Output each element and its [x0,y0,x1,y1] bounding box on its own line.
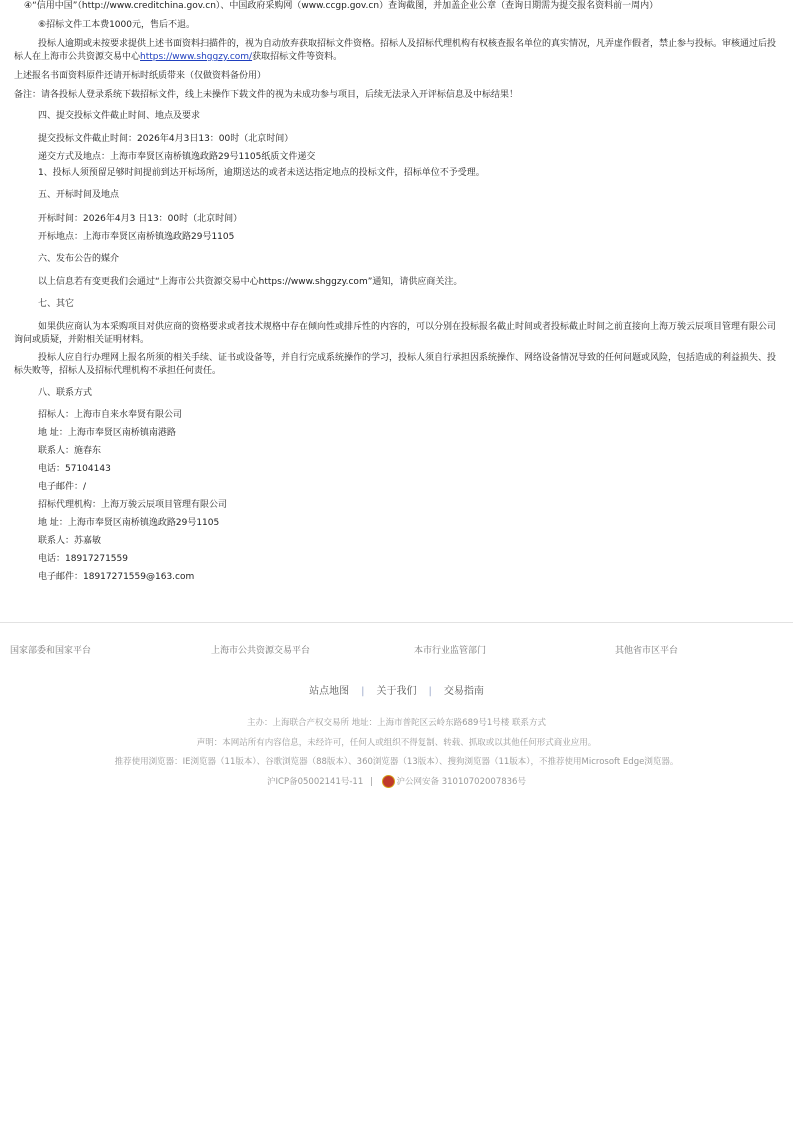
nav-separator: | [428,686,432,697]
police-badge-icon [382,775,395,788]
police-record[interactable]: 沪公网安备 31010702007836号 [396,777,526,787]
opening-place-text: 开标地点：上海市奉贤区南桥镇逸政路29号1105 [38,232,235,242]
requirement-item-4: ④“信用中国”（http://www.creditchina.gov.cn）、中国政府采购网（www.ccgp.gov.cn）查询截图，并加盖企业公章（查询日期需为提交报名资料前一周内） [24,1,659,11]
contact-line: 联系人：苏嘉敏 [38,536,102,546]
original-docs-note: 上述报名书面资料原件还请开标时纸质带来（仅做资料备份用） [14,71,267,81]
footer-nav [0,682,793,697]
late-submission-text: 投标人逾期或未按要求提供上述书面资料扫描件的，视为自动放弃获取招标文件资格。招标人及招标代理机构有权核查报名单位的真实情况，凡弄虚作假者，禁止参与投标。审核通过后投标人在上海市公共资源交易中心 [14,39,777,62]
nav-separator: | [361,686,365,697]
media-notice-text: 以上信息若有变更我们会通过“上海市公共资源交易中心https://www.shggzy.com”通知，请供应商关注。 [38,277,463,287]
contact-line: 招标代理机构：上海万骏云辰项目管理有限公司 [38,500,228,510]
contact-line: 电话：57104143 [38,464,111,474]
contact-line: 地 址：上海市奉贤区南桥镇逸政路29号1105 [38,518,220,528]
late-submission-note [0,38,793,64]
contact-line: 电话：18917271559 [38,554,128,564]
trading-guide-link[interactable]: 交易指南 [443,686,484,697]
remark-note: 备注：请各投标人登录系统下载招标文件，线上未操作下载文件的视为未成功参与项目，后续无法录入开评标信息及中标结果！ [14,90,519,100]
contact-line: 电子邮件：/ [38,482,87,492]
footer-link-national[interactable]: 国家部委和国家平台 [10,646,92,656]
site-footer [0,622,793,656]
footer-platform-links [0,623,793,656]
footer-link-other-provinces[interactable]: 其他省市区平台 [615,646,679,656]
contact-line: 地 址：上海市奉贤区南桥镇南港路 [38,428,176,438]
opening-time-text: 开标时间：2026年4月3 日13：00时（北京时间） [38,214,243,224]
section-7-title: 七、其它 [38,299,75,309]
deadline-text: 提交投标文件截止时间：2026年4月3日13：00时（北京时间） [38,134,294,144]
shggzy-link[interactable]: https://www.shggzy.com/ [140,52,253,62]
late-submission-tail: 获取招标文件等资料。 [252,52,343,62]
contact-line: 招标人：上海市自来水奉贤有限公司 [38,410,183,420]
delivery-requirement-text: 1、投标人须预留足够时间提前到达开标场所，逾期送达的或者未送达指定地点的投标文件，招标单位不予受理。 [38,168,485,178]
contact-line: 电子邮件：18917271559@163.com [38,572,195,582]
section-8-title: 八、联系方式 [38,388,93,398]
section-4-title: 四、提交投标文件截止时间、地点及要求 [38,111,201,121]
section-6-title: 六、发布公告的媒介 [38,254,120,264]
icp-separator: | [369,777,373,787]
browser-recommendation: 推荐使用浏览器：IE浏览器（11版本）、谷歌浏览器（88版本）、360浏览器（13版本）、搜狗浏览器（11版本），不推荐使用Microsoft Edge浏览器。 [114,757,679,767]
host-info: 主办：上海联合产权交易所 地址：上海市普陀区云岭东路689号1号楼 联系方式 [246,718,547,728]
requirement-item-6: ⑥招标文件工本费1000元，售后不退。 [38,20,195,30]
contact-line: 联系人：施春东 [38,446,102,456]
delivery-method-text: 递交方式及地点：上海市奉贤区南桥镇逸政路29号1105纸质文件递交 [38,152,316,162]
icp-number[interactable]: 沪ICP备05002141号-11 [267,777,364,787]
copyright-statement: 声明：本网站所有内容信息，未经许可，任何人或组织不得复制、转载、抓取或以其他任何形式商业应用。 [196,738,597,748]
sitemap-link[interactable]: 站点地图 [309,686,350,697]
footer-link-shanghai[interactable]: 上海市公共资源交易平台 [211,646,311,656]
responsibility-note: 投标人应自行办理网上报名所须的相关手续、证书或设备等，并自行完成系统操作的学习，投标人须自行承担因系统操作、网络设备情况导致的任何问题或风险，包括造成的利益损失、投标失败等，招标人及招标代理机构不承担任何责任。 [14,353,777,376]
challenge-note: 如果供应商认为本采购项目对供应商的资格要求或者技术规格中存在倾向性或排斥性的内容的，可以分别在投标报名截止时间或者投标截止时间之前直接向上海万骏云辰项目管理有限公司询问或质疑，并附相关证明材料。 [14,322,777,345]
contact-list [0,409,793,584]
section-5-title: 五、开标时间及地点 [38,190,120,200]
icp-info [0,775,793,788]
about-us-link[interactable]: 关于我们 [376,686,417,697]
footer-link-regulators[interactable]: 本市行业监管部门 [414,646,487,656]
